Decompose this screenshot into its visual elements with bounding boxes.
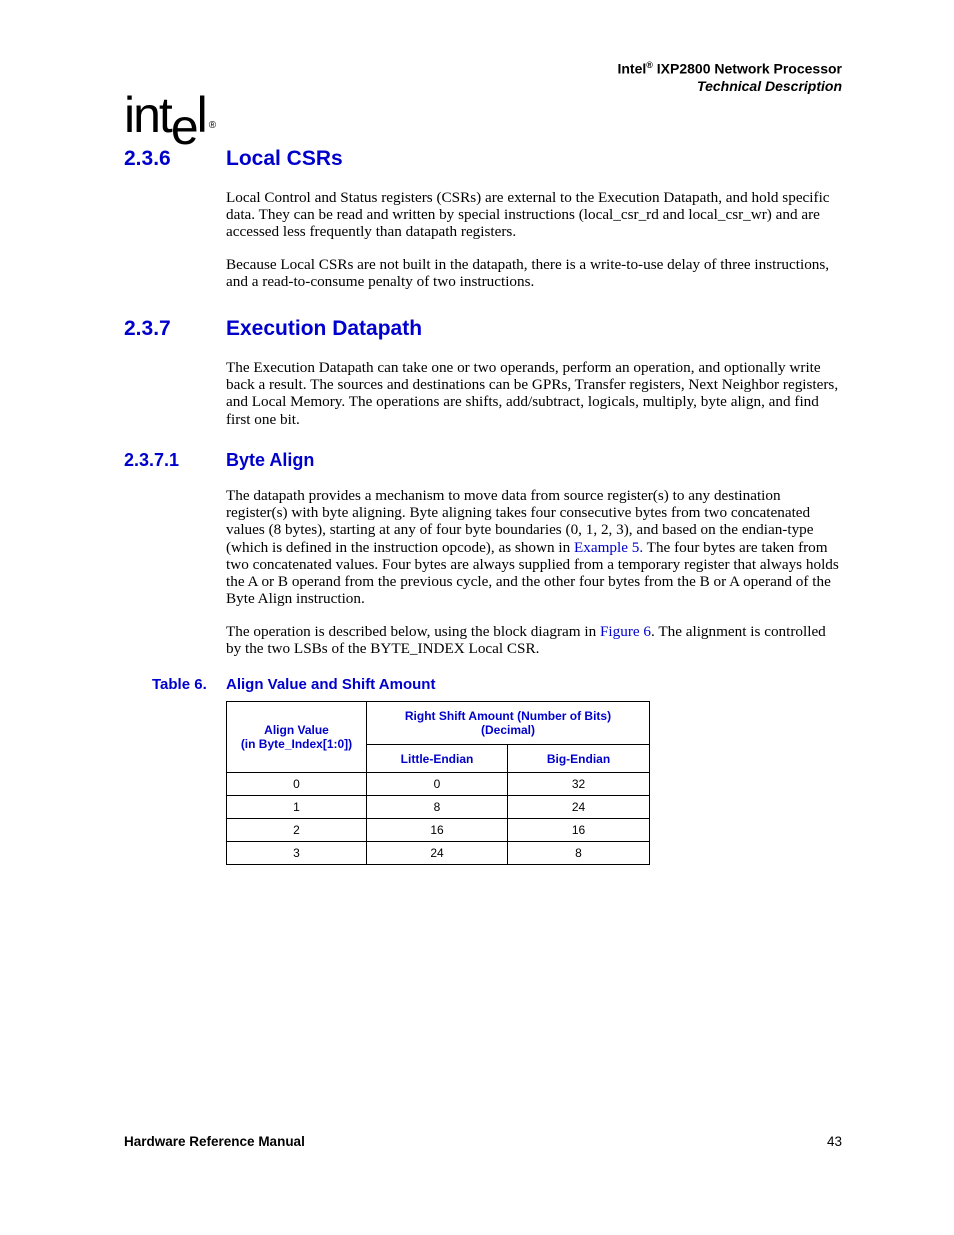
table-cell: 8 — [508, 842, 650, 865]
section-heading-2-3-7-1: 2.3.7.1 Byte Align — [124, 450, 315, 470]
align-value-table — [226, 701, 650, 865]
table-row — [227, 796, 650, 819]
col-header-little-endian: Little-Endian — [367, 745, 508, 773]
section-heading-2-3-6: 2.3.6 Local CSRs — [124, 147, 343, 170]
paragraph-byte-align-2: The operation is described below, using the block diagram in Figure 6. The alignment is controlled by the two LSBs of the BYTE_INDEX Local CSR. — [226, 623, 826, 658]
table-cell: 3 — [227, 842, 367, 865]
col-header-right-shift-amount: Right Shift Amount (Number of Bits) (Decimal) — [367, 702, 650, 745]
table-cell: 24 — [367, 842, 508, 865]
header-product-title: Intel® IXP2800 Network Processor — [617, 60, 842, 77]
table-cell: 16 — [508, 819, 650, 842]
paragraph-local-csrs-1: Local Control and Status registers (CSRs) are external to the Execution Datapath, and hold specific data. They can be read and written by special instructions (local_csr_rd and local_csr_wr) and are accessed less frequently than datapath registers. — [226, 189, 830, 241]
intel-logo: intel ® — [124, 87, 217, 155]
table-cell: 0 — [367, 773, 508, 796]
figure-6-link[interactable]: Figure 6 — [599, 623, 652, 640]
example-5-link[interactable]: Example 5. — [573, 538, 644, 556]
header-subtitle: Technical Description — [697, 78, 842, 94]
table-cell: 1 — [227, 796, 367, 819]
col-header-big-endian: Big-Endian — [508, 745, 650, 773]
col-header-align-value: Align Value (in Byte_Index[1:0]) — [227, 702, 367, 773]
section-heading-2-3-7: 2.3.7 Execution Datapath — [124, 317, 423, 340]
table-caption: Table 6. Align Value and Shift Amount — [152, 676, 436, 693]
table-cell: 2 — [227, 819, 367, 842]
footer-page-number: 43 — [826, 1134, 842, 1149]
table-row — [227, 842, 650, 865]
table-cell: 0 — [227, 773, 367, 796]
table-row — [227, 773, 650, 796]
paragraph-local-csrs-2: Because Local CSRs are not built in the datapath, there is a write-to-use delay of three instructions, and a read-to-consume penalty of two instructions. — [226, 256, 830, 291]
table-row — [227, 819, 650, 842]
table-cell: 16 — [367, 819, 508, 842]
table-cell: 24 — [508, 796, 650, 819]
table-cell: 8 — [367, 796, 508, 819]
paragraph-byte-align-1: The datapath provides a mechanism to move data from source register(s) to any destination register(s) with byte aligning. Byte aligning takes four consecutive bytes from two concatenated values (8 bytes), starting at any of four byte boundaries (0, 1, 2, 3), and based on the endian-type (which is defined in the instruction opcode), as shown in Example 5. The four bytes are taken from two concatenated values. Four bytes are always supplied from a temporary register that always holds the A or B operand from the previous cycle, and the other four bytes from the B or A operand of the Byte Align instruction. — [226, 487, 839, 608]
table-cell: 32 — [508, 773, 650, 796]
footer-manual-title: Hardware Reference Manual — [124, 1134, 305, 1149]
paragraph-execution-datapath: The Execution Datapath can take one or two operands, perform an operation, and optionally write back a result. The sources and destinations can be GPRs, Transfer registers, Next Neighbor registers, and Local Memory. The operations are shifts, add/subtract, logicals, multiply, byte align, and find first one bit. — [226, 359, 839, 428]
